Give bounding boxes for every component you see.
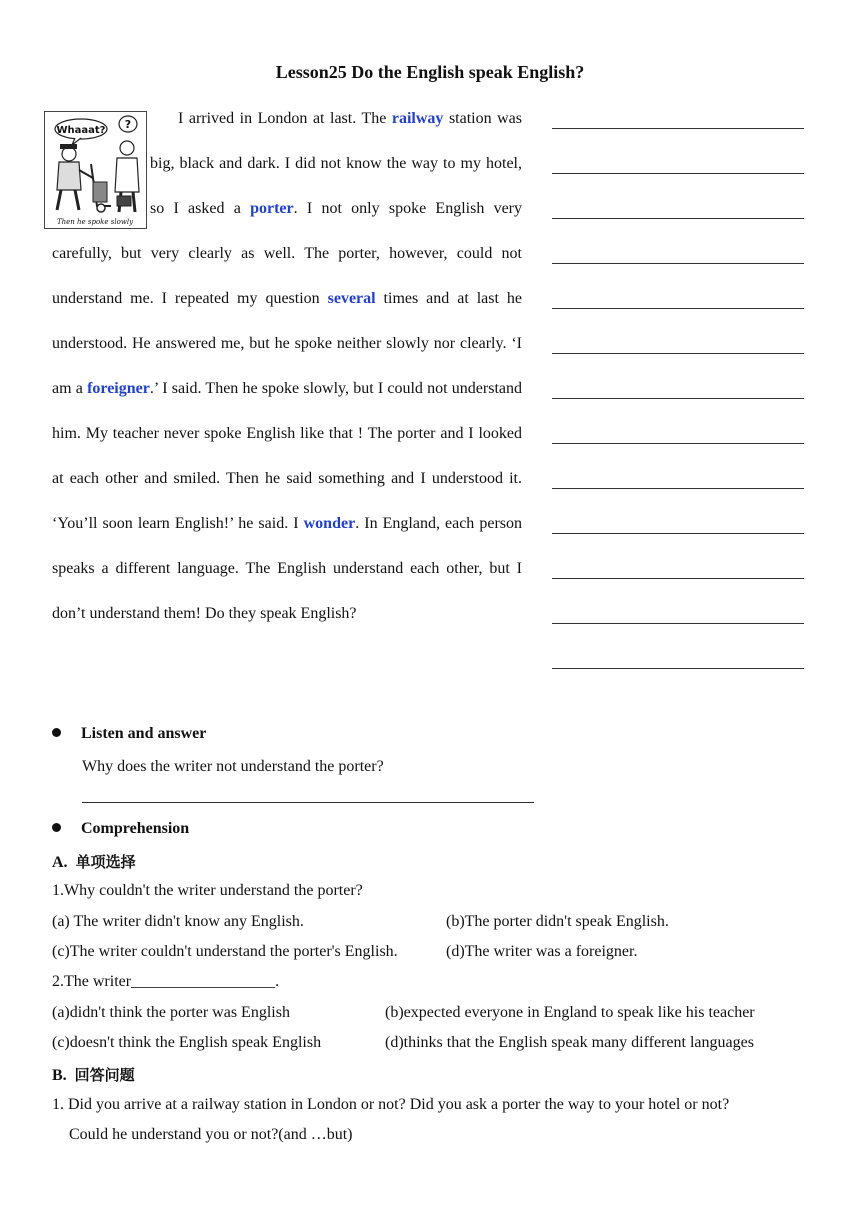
note-line[interactable] (552, 560, 804, 605)
listen-heading: Listen and answer (81, 725, 207, 742)
bullet-icon (52, 823, 61, 832)
part-a-label: A. (52, 854, 68, 871)
keyword-several: several (327, 290, 376, 307)
comprehension-heading: Comprehension (81, 820, 190, 837)
note-line[interactable] (552, 110, 804, 155)
keyword-foreigner: foreigner (87, 380, 150, 397)
part-b-heading (52, 1064, 135, 1085)
bullet-icon (52, 728, 61, 737)
answer-line[interactable] (82, 802, 534, 803)
note-line[interactable] (552, 290, 804, 335)
note-line[interactable] (552, 470, 804, 515)
passage-text: . I not only spoke English very carefully, but very clearly as well. The porter, however, could not understand me. I repeated my question (52, 200, 522, 307)
keyword-railway: railway (391, 110, 444, 127)
bubble-text-2: ? (124, 118, 132, 131)
q2-option-a[interactable]: (a)didn't think the porter was English (52, 1004, 290, 1021)
note-line[interactable] (552, 155, 804, 200)
part-b-title: 回答问题 (74, 1066, 135, 1084)
note-line[interactable] (552, 335, 804, 380)
q2-option-c[interactable]: (c)doesn't think the English speak English (52, 1034, 322, 1051)
q2-stem: 2.The writer__________________. (52, 973, 280, 990)
part-a-title: 单项选择 (75, 853, 136, 871)
note-line[interactable] (552, 425, 804, 470)
bubble-text-1: Whaaat? (56, 125, 106, 136)
q1-option-c[interactable]: (c)The writer couldn't understand the porter's English. (52, 943, 398, 960)
q2-option-b[interactable]: (b)expected everyone in England to speak like his teacher (385, 1004, 755, 1021)
q2-option-d[interactable]: (d)thinks that the English speak many different languages (385, 1034, 754, 1051)
note-line[interactable] (552, 605, 804, 650)
passage-text: .’ I said. Then he spoke slowly, but I could not understand him. My teacher never spoke English like that ! The porter and I looked at each other and smiled. Then he said something and I understood it. ‘You’ll soon learn English!’ he said. I (52, 380, 522, 532)
note-line[interactable] (552, 380, 804, 425)
q1-option-d[interactable]: (d)The writer was a foreigner. (446, 943, 638, 960)
note-line[interactable] (552, 200, 804, 245)
note-line[interactable] (552, 515, 804, 560)
listen-question: Why does the writer not understand the porter? (82, 758, 384, 775)
passage-text: times and at last he understood. He answered me, but he spoke neither slowly nor clearly. ‘I am a (52, 290, 522, 397)
keyword-porter: porter (250, 200, 294, 217)
comprehension-section-heading (52, 820, 189, 838)
page-title: Lesson25 Do the English speak English? (275, 62, 585, 82)
part-b-question-line-2: Could he understand you or not?(and …but) (69, 1126, 353, 1143)
passage-text: I arrived in London at last. The (178, 110, 392, 127)
part-a-heading (52, 851, 136, 872)
figure-caption: Then he spoke slowly (56, 218, 134, 226)
note-line[interactable] (552, 650, 804, 695)
q1-stem: 1.Why couldn't the writer understand the porter? (52, 882, 363, 899)
keyword-wonder: wonder (303, 515, 356, 532)
part-b-label: B. (52, 1067, 67, 1084)
part-b-question-line-1: 1. Did you arrive at a railway station in London or not? Did you ask a porter the way to your hotel or not? (52, 1096, 730, 1113)
figure-spacer (52, 96, 150, 228)
note-lines (552, 110, 804, 695)
listen-section-heading (52, 725, 206, 743)
q1-option-b[interactable]: (b)The porter didn't speak English. (446, 913, 669, 930)
note-line[interactable] (552, 245, 804, 290)
passage-text: . In England, each person speaks a different language. The English understand each other, but I don’t understand them! Do they speak English? (52, 515, 523, 622)
reading-passage (52, 96, 522, 636)
q1-option-a[interactable]: (a) The writer didn't know any English. (52, 913, 304, 930)
passage-text: station was big, black and dark. I did not know the way to my hotel, so I asked a (150, 110, 523, 217)
